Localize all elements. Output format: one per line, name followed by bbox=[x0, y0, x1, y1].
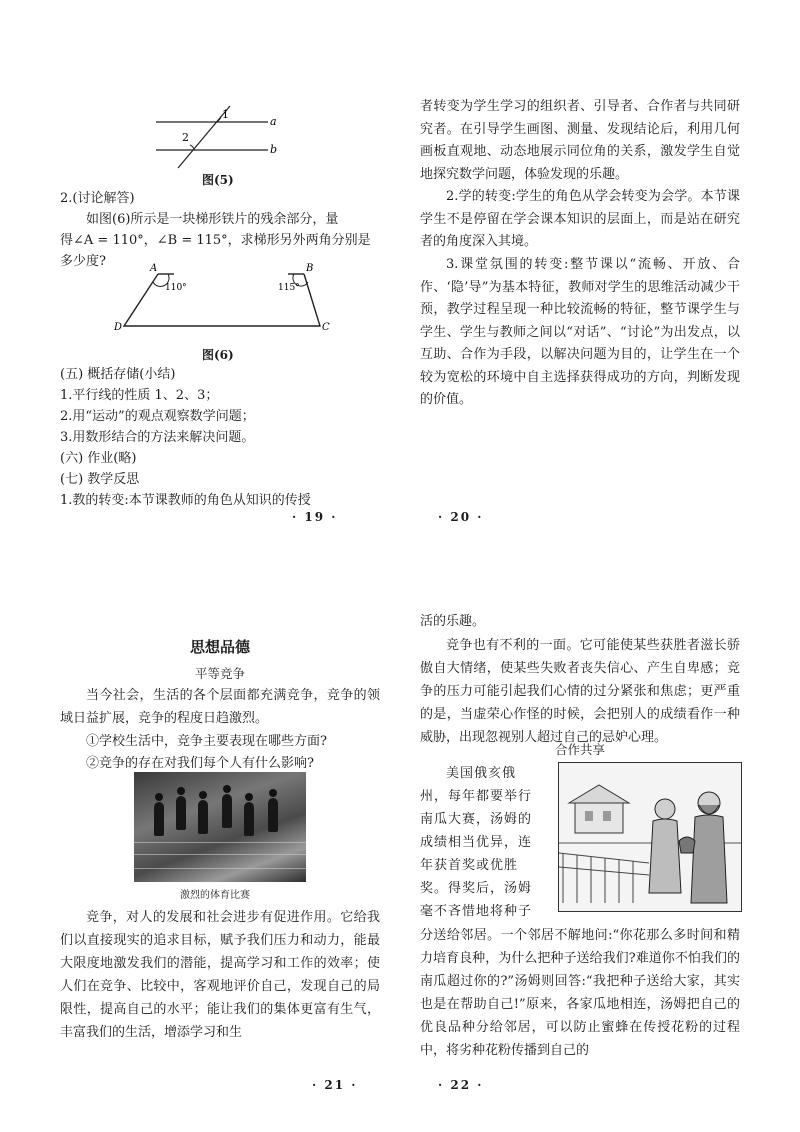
page-22 bbox=[420, 566, 760, 1126]
body-paragraph: 竞争，对人的发展和社会进步有促进作用。它给我们以直接现实的追求目标，赋予我们压力和动力，能最大限度地激发我们的潜能，提高学习和工作的效率；使人们在竞争、比较中，客观地评价自己，发现自己的局限性，提高自己的水平；能让我们的集体更富有生气，丰富我们的生活，增添学习和生 bbox=[60, 910, 380, 1040]
story-text-wrapped bbox=[420, 762, 556, 923]
fig6-label-C: C bbox=[322, 322, 330, 333]
story-line-6: 奖。得奖后，汤姆 bbox=[420, 881, 533, 896]
negative-side-paragraph: 竞争也有不利的一面。它可能使某些获胜者滋长骄傲自大情绪，使某些失败者丧失信心、产生自卑感；竞争的压力可能引起我们心情的过分紧张和焦虑；更严重的是，当虚荣心作怪的时候，会把别人的成绩看作一种威胁，出现忽视别人超过自己的忌妒心理。 bbox=[420, 638, 740, 745]
summary-line-2: 1.平行线的性质 1、2、3； bbox=[60, 388, 219, 403]
reflection-paragraph-3: 3.课堂氛围的转变:整节课以“流畅、开放、合作、‘隐’导”为基本特征，教师对学生的思维活动减少干预，教学过程呈现一种比较流畅的特征，整节课学生与学生、学生与教师之间以“对话”、“讨论”为出发点，以互助、合作为手段，以解决问题为目的，让学生在一个较为宽松的环境中自主选择获得成功的方向，判断发现的价值。 bbox=[420, 257, 740, 407]
fig6-label-A: A bbox=[150, 263, 158, 274]
figure-5-caption: 图(5) bbox=[202, 173, 234, 187]
fig6-label-D: D bbox=[114, 322, 123, 333]
page-number-22: · 22 · bbox=[438, 1078, 484, 1092]
summary-line-5: (六) 作业(略) bbox=[60, 451, 137, 466]
figure-5-parallel-lines bbox=[150, 100, 330, 180]
story-line-1: 美国俄亥俄 bbox=[446, 766, 517, 781]
story-line-3: 南瓜大赛，汤姆的 bbox=[420, 812, 533, 827]
question-2-title: 2.(讨论解答) bbox=[60, 191, 135, 206]
reflection-paragraph-1: 者转变为学生学习的组织者、引导者、合作者与共同研究者。在引导学生画图、测量、发现结论后，利用几何画板直观地、动态地展示同位角的关系，激发学生自觉地探究数学问题，体验发现的乐趣。 bbox=[420, 99, 740, 182]
question-2-line-2: 得∠A = 110°，∠B = 115°，求梯形另外两角分别是 bbox=[60, 233, 371, 248]
summary-line-6: (七) 教学反思 bbox=[60, 472, 140, 487]
story-line-7: 毫不吝惜地将种子 bbox=[420, 904, 533, 919]
question-1: ①学校生活中，竞争主要表现在哪些方面? bbox=[86, 734, 327, 749]
page-number-21: · 21 · bbox=[312, 1078, 358, 1092]
question-2-line-1: 如图(6)所示是一块梯形铁片的残余部分，量 bbox=[86, 212, 339, 227]
summary-line-1: (五) 概括存储(小结) bbox=[60, 367, 176, 382]
fig5-label-2: 2 bbox=[182, 131, 189, 144]
section-subheading: 平等竞争 bbox=[194, 666, 245, 681]
sports-race-photo bbox=[134, 772, 306, 882]
reflection-paragraph-2: 2.学的转变:学生的角色从学会转变为会学。本节课学生不是停留在学会课本知识的层面上，而是站在研究者的角度深入其境。 bbox=[420, 189, 740, 249]
page-number-20: · 20 · bbox=[438, 510, 484, 524]
fig5-label-b: b bbox=[270, 143, 278, 156]
fig5-label-1: 1 bbox=[222, 108, 229, 121]
section-heading: 思想品德 bbox=[189, 638, 250, 656]
illustration-drawing bbox=[559, 763, 741, 911]
continued-line: 活的乐趣。 bbox=[420, 614, 486, 629]
figure-6-trapezoid bbox=[110, 262, 340, 340]
story-line-5: 年获首奖或优胜 bbox=[420, 858, 519, 873]
question-2: ②竞争的存在对我们每个人有什么影响? bbox=[86, 756, 314, 771]
story-line-2: 州，每年都要举行 bbox=[420, 789, 533, 804]
page-number-19: · 19 · bbox=[292, 510, 338, 524]
story-line-4: 成绩相当优异，连 bbox=[420, 835, 533, 850]
fig5-label-a: a bbox=[270, 115, 277, 128]
intro-paragraph: 当今社会，生活的各个层面都充满竞争，竞争的领域日益扩展，竞争的程度日趋激烈。 bbox=[60, 688, 380, 726]
pumpkin-story-illustration bbox=[558, 762, 742, 912]
summary-line-7: 1.教的转变:本节课教师的角色从知识的传授 bbox=[60, 493, 311, 508]
page-19 bbox=[60, 0, 400, 560]
cooperation-section-title: 合作共享 bbox=[554, 742, 605, 757]
page-20 bbox=[420, 0, 760, 560]
question-2-line-3: 多少度? bbox=[60, 254, 106, 269]
photo-caption: 激烈的体育比赛 bbox=[180, 890, 250, 901]
figure-6-caption: 图(6) bbox=[202, 348, 234, 362]
fig6-angle-B: 115° bbox=[278, 283, 300, 293]
page-21 bbox=[60, 566, 400, 1126]
fig6-label-B: B bbox=[306, 263, 314, 274]
summary-line-4: 3.用数形结合的方法来解决问题。 bbox=[60, 430, 255, 445]
story-paragraph-rest: 分送给邻居。一个邻居不解地问:“你花那么多时间和精力培育良种，为什么把种子送给我们?难道你不怕我们的南瓜超过你的?”汤姆则回答:“我把种子送给大家，其实也是在帮助自己!”原来，各家瓜地相连，汤姆把自己的优良品种分给邻居，可以防止蜜蜂在传授花粉的过程中，将劣种花粉传播到自己的 bbox=[420, 928, 740, 1058]
fig6-angle-A: 110° bbox=[165, 283, 187, 293]
summary-line-3: 2.用“运动”的观点观察数学问题； bbox=[60, 409, 255, 424]
